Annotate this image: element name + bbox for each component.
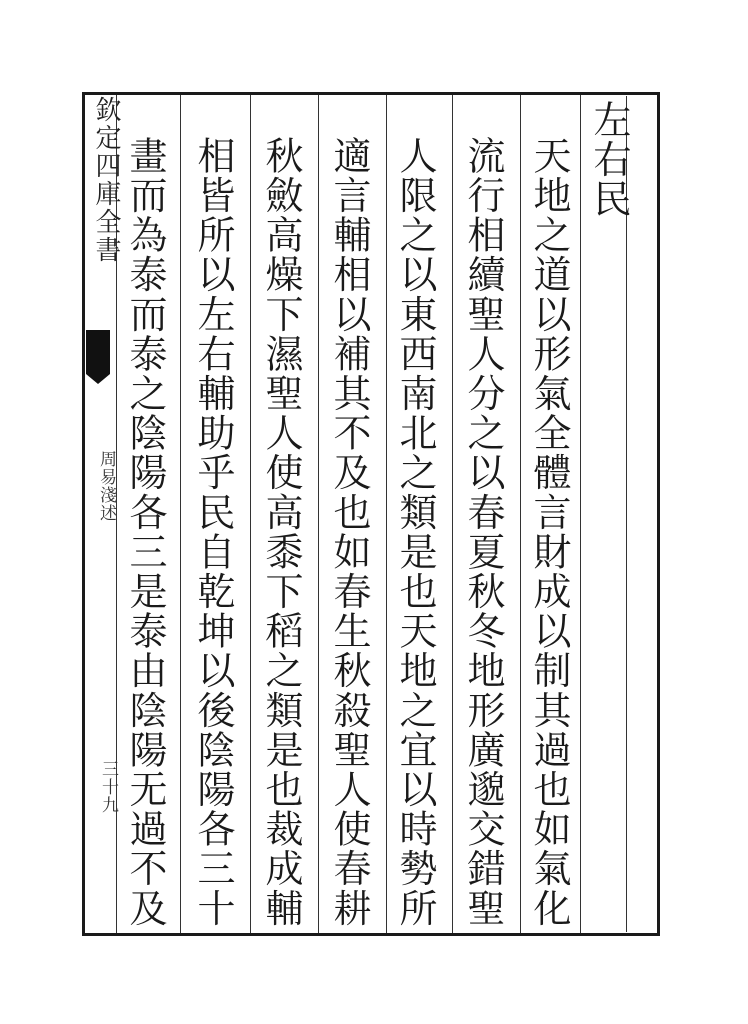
frame-inner-line — [626, 96, 627, 932]
text-column-8: 畫而為泰而泰之陰陽各三是泰由陰陽无過不及 — [123, 136, 167, 928]
column-ruling — [452, 95, 453, 933]
column-ruling — [386, 95, 387, 933]
column-ruling — [580, 95, 581, 933]
column-ruling — [520, 95, 521, 933]
text-column-2: 天地之道以形氣全體言財成以制其過也如氣化 — [527, 136, 571, 928]
text-column-5: 適言輔相以補其不及也如春生秋殺聖人使春耕 — [327, 136, 371, 928]
margin-collection-title: 欽定四庫全書 — [91, 96, 121, 264]
text-column-4: 人限之以東西南北之類是也天地之宜以時勢所 — [393, 136, 437, 928]
margin-book-title: 周易淺述 — [96, 450, 116, 522]
text-column-7: 相皆所以左右輔助乎民自乾坤以後陰陽各三十 — [191, 136, 235, 928]
text-column-3: 流行相續聖人分之以春夏秋冬地形廣邈交錯聖 — [461, 136, 505, 928]
fishtail-mark-icon — [86, 330, 110, 374]
text-column-1: 左右民 — [587, 100, 631, 219]
column-ruling — [318, 95, 319, 933]
column-ruling — [250, 95, 251, 933]
text-column-6: 秋斂高燥下濕聖人使高黍下稻之類是也裁成輔 — [259, 136, 303, 928]
page-border-frame — [82, 92, 660, 936]
margin-page-number: 三十九 — [98, 760, 118, 814]
column-ruling — [180, 95, 181, 933]
